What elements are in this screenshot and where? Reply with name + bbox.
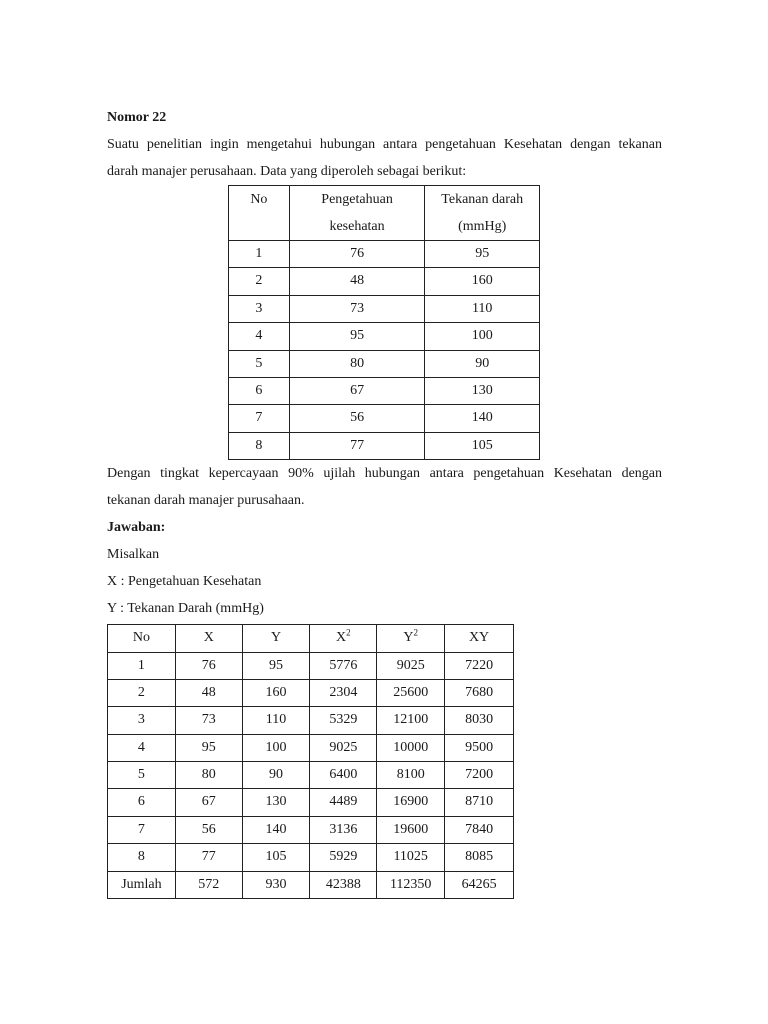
cell-y-squared: 16900 xyxy=(377,789,445,816)
cell-x: 67 xyxy=(175,789,242,816)
cell-x-squared: 9025 xyxy=(310,734,377,761)
cell-no: 6 xyxy=(229,377,290,404)
cell-pengetahuan: 95 xyxy=(289,323,425,350)
table-row xyxy=(108,816,514,843)
cell-no: 4 xyxy=(229,323,290,350)
cell-no: 5 xyxy=(229,350,290,377)
header-x-squared-exponent: 2 xyxy=(346,627,351,638)
intro-line-2: darah manajer perusahaan. Data yang diperoleh sebagai berikut: xyxy=(107,164,467,179)
header-y-squared xyxy=(377,625,445,652)
cell-no: 3 xyxy=(108,707,176,734)
document-page xyxy=(107,104,662,899)
header-no: No xyxy=(229,186,290,241)
table-row xyxy=(229,323,540,350)
cell-xy: 7680 xyxy=(445,679,514,706)
cell-y-squared: 25600 xyxy=(377,679,445,706)
cell-xy: 7200 xyxy=(445,762,514,789)
cell-no: 8 xyxy=(108,844,176,871)
cell-x: 56 xyxy=(175,816,242,843)
definition-x: X : Pengetahuan Kesehatan xyxy=(107,574,262,590)
cell-tekanan: 90 xyxy=(425,350,540,377)
cell-no: 8 xyxy=(229,432,290,459)
header-pengetahuan-line-1: Pengetahuan xyxy=(321,192,393,207)
cell-x-squared: 6400 xyxy=(310,762,377,789)
header-x-squared-base: X xyxy=(336,630,347,646)
cell-x: 80 xyxy=(175,762,242,789)
cell-no: 4 xyxy=(108,734,176,761)
cell-y-squared: 19600 xyxy=(377,816,445,843)
cell-x: 48 xyxy=(175,679,242,706)
header-x: X xyxy=(175,625,242,652)
cell-xy: 7840 xyxy=(445,816,514,843)
total-row xyxy=(108,871,514,898)
cell-x-squared: 5929 xyxy=(310,844,377,871)
data-table xyxy=(228,185,540,460)
cell-no: 1 xyxy=(108,652,176,679)
header-pengetahuan-line-2: kesehatan xyxy=(329,219,385,234)
cell-no: 2 xyxy=(108,679,176,706)
table-row xyxy=(229,377,540,404)
table-row xyxy=(108,734,514,761)
table-row xyxy=(229,350,540,377)
cell-y-squared: 10000 xyxy=(377,734,445,761)
total-x-squared: 42388 xyxy=(310,871,377,898)
cell-tekanan: 110 xyxy=(425,295,540,322)
cell-y-squared: 12100 xyxy=(377,707,445,734)
header-tekanan xyxy=(425,186,540,241)
cell-no: 6 xyxy=(108,789,176,816)
cell-y: 160 xyxy=(242,679,310,706)
header-pengetahuan xyxy=(289,186,425,241)
definition-y: Y : Tekanan Darah (mmHg) xyxy=(107,601,264,617)
cell-x-squared: 3136 xyxy=(310,816,377,843)
problem-heading: Nomor 22 xyxy=(107,110,167,125)
cell-x: 77 xyxy=(175,844,242,871)
header-x-squared xyxy=(310,625,377,652)
cell-tekanan: 95 xyxy=(425,241,540,268)
cell-y: 95 xyxy=(242,652,310,679)
cell-xy: 8030 xyxy=(445,707,514,734)
header-y-squared-base: Y xyxy=(403,630,414,646)
cell-tekanan: 160 xyxy=(425,268,540,295)
cell-pengetahuan: 67 xyxy=(289,377,425,404)
cell-xy: 7220 xyxy=(445,652,514,679)
table-row xyxy=(108,844,514,871)
table-row xyxy=(229,405,540,432)
question-line-2: tekanan darah manajer purusahaan. xyxy=(107,493,305,509)
cell-x: 73 xyxy=(175,707,242,734)
cell-no: 5 xyxy=(108,762,176,789)
table-row xyxy=(229,241,540,268)
cell-pengetahuan: 77 xyxy=(289,432,425,459)
cell-tekanan: 130 xyxy=(425,377,540,404)
cell-no: 3 xyxy=(229,295,290,322)
table-row xyxy=(108,679,514,706)
cell-x-squared: 4489 xyxy=(310,789,377,816)
table-row xyxy=(229,268,540,295)
total-y-squared: 112350 xyxy=(377,871,445,898)
cell-y-squared: 8100 xyxy=(377,762,445,789)
question-line-1: Dengan tingkat kepercayaan 90% ujilah hubungan antara pengetahuan Kesehatan dengan xyxy=(107,466,662,482)
cell-x: 76 xyxy=(175,652,242,679)
header-no: No xyxy=(108,625,176,652)
table-row xyxy=(108,707,514,734)
total-y: 930 xyxy=(242,871,310,898)
cell-pengetahuan: 73 xyxy=(289,295,425,322)
total-xy: 64265 xyxy=(445,871,514,898)
misalkan-text: Misalkan xyxy=(107,547,160,563)
cell-y: 110 xyxy=(242,707,310,734)
cell-y: 105 xyxy=(242,844,310,871)
cell-y-squared: 11025 xyxy=(377,844,445,871)
answer-label: Jawaban: xyxy=(107,520,166,536)
table-row xyxy=(108,789,514,816)
cell-pengetahuan: 56 xyxy=(289,405,425,432)
cell-x-squared: 5329 xyxy=(310,707,377,734)
total-x: 572 xyxy=(175,871,242,898)
cell-y: 90 xyxy=(242,762,310,789)
cell-xy: 8710 xyxy=(445,789,514,816)
cell-y: 130 xyxy=(242,789,310,816)
cell-pengetahuan: 80 xyxy=(289,350,425,377)
header-y-squared-exponent: 2 xyxy=(413,627,418,638)
intro-line-1: Suatu penelitian ingin mengetahui hubungan antara pengetahuan Kesehatan dengan tekanan xyxy=(107,137,662,152)
cell-y-squared: 9025 xyxy=(377,652,445,679)
cell-tekanan: 105 xyxy=(425,432,540,459)
table-row xyxy=(229,295,540,322)
cell-y: 140 xyxy=(242,816,310,843)
cell-no: 2 xyxy=(229,268,290,295)
cell-x-squared: 2304 xyxy=(310,679,377,706)
cell-x: 95 xyxy=(175,734,242,761)
cell-tekanan: 100 xyxy=(425,323,540,350)
cell-xy: 9500 xyxy=(445,734,514,761)
header-tekanan-line-2: (mmHg) xyxy=(458,219,507,234)
cell-xy: 8085 xyxy=(445,844,514,871)
cell-no: 7 xyxy=(229,405,290,432)
cell-pengetahuan: 48 xyxy=(289,268,425,295)
table-row xyxy=(229,432,540,459)
header-xy: XY xyxy=(445,625,514,652)
cell-no: 7 xyxy=(108,816,176,843)
table-row xyxy=(108,762,514,789)
cell-x-squared: 5776 xyxy=(310,652,377,679)
header-y: Y xyxy=(242,625,310,652)
header-tekanan-line-1: Tekanan darah xyxy=(441,192,524,207)
cell-pengetahuan: 76 xyxy=(289,241,425,268)
cell-no: 1 xyxy=(229,241,290,268)
total-label: Jumlah xyxy=(108,871,176,898)
calculation-table xyxy=(107,624,514,899)
cell-y: 100 xyxy=(242,734,310,761)
cell-tekanan: 140 xyxy=(425,405,540,432)
calculation-table-header-row xyxy=(108,625,514,652)
table-row xyxy=(108,652,514,679)
data-table-header-row xyxy=(229,186,540,241)
